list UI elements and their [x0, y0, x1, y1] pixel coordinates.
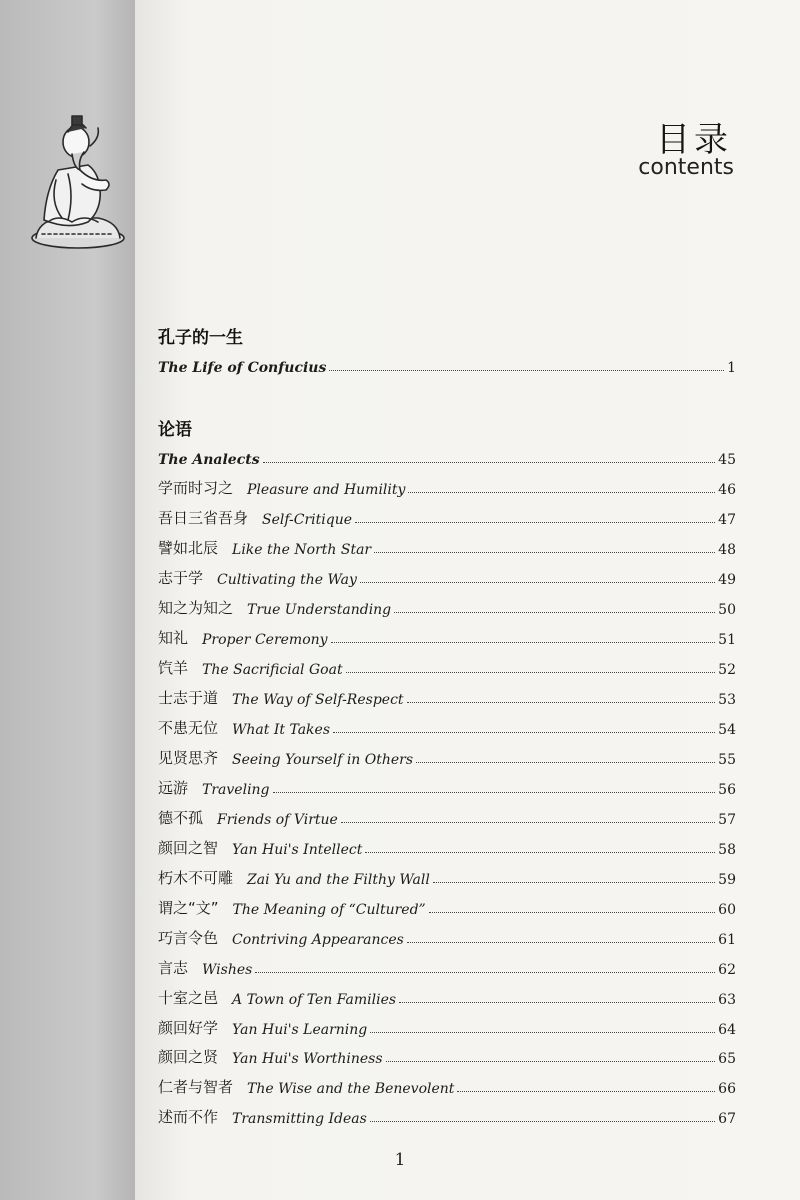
entry-title-en: True Understanding: [247, 602, 392, 618]
entry-title-cn: 见贤思齐: [158, 749, 219, 767]
entry-title-cn: 朽木不可雕: [158, 869, 234, 887]
entry-title-en: Transmitting Ideas: [232, 1111, 367, 1127]
entry-title-cn: 言志: [158, 959, 189, 977]
dot-leader: [374, 552, 715, 553]
entry-title-cn: 颜回之智: [158, 839, 219, 857]
entry-title-en: Yan Hui's Intellect: [232, 842, 363, 858]
entry-title-en: Pleasure and Humility: [247, 482, 406, 498]
dot-leader: [273, 792, 716, 793]
entry-title-en: Wishes: [202, 962, 253, 978]
entry-page: 56: [718, 782, 736, 798]
entry-title-cn: 饩羊: [158, 659, 189, 677]
toc-entry[interactable]: [158, 624, 736, 648]
dot-leader: [386, 1061, 716, 1062]
dot-leader: [429, 912, 715, 913]
entry-title-en: Yan Hui's Worthiness: [232, 1051, 383, 1067]
entry-title-cn: 志于学: [158, 569, 204, 587]
entry-page: 57: [718, 812, 736, 828]
entry-title-en: The Wise and the Benevolent: [247, 1081, 455, 1097]
entry-title-cn: 知礼: [158, 629, 189, 647]
dot-leader: [370, 1032, 715, 1033]
entry-title-en: A Town of Ten Families: [232, 992, 397, 1008]
entry-page: 47: [718, 512, 736, 528]
dot-leader: [370, 1121, 715, 1122]
entry-title-cn: 士志于道: [158, 689, 219, 707]
toc-entry[interactable]: [158, 1014, 736, 1038]
toc-entry[interactable]: [158, 684, 736, 708]
toc-entry[interactable]: [158, 594, 736, 618]
toc-entry-life[interactable]: [158, 352, 736, 376]
entry-title-en: The Meaning of “Cultured”: [232, 902, 426, 918]
entry-title: The Life of Confucius: [158, 360, 327, 376]
entry-title-en: Zai Yu and the Filthy Wall: [247, 872, 430, 888]
entry-page: 64: [718, 1022, 736, 1038]
toc-entry[interactable]: [158, 984, 736, 1008]
entry-title-cn: 巧言令色: [158, 929, 219, 947]
dot-leader: [416, 762, 715, 763]
entry-title-cn: 十室之邑: [158, 989, 219, 1007]
entry-title-cn: 德不孤: [158, 809, 204, 827]
dot-leader: [457, 1091, 715, 1092]
entry-page: 51: [718, 632, 736, 648]
dot-leader: [407, 702, 716, 703]
dot-leader: [433, 882, 715, 883]
dot-leader: [408, 492, 715, 493]
dot-leader: [360, 582, 715, 583]
entry-title-cn: 谓之“文”: [158, 899, 219, 917]
entry-page: 61: [718, 932, 736, 948]
left-gray-margin: [0, 0, 135, 1200]
entry-title-cn: 譬如北辰: [158, 539, 219, 557]
toc-entry[interactable]: [158, 654, 736, 678]
toc-entry[interactable]: [158, 564, 736, 588]
entry-title-cn: 不患无位: [158, 719, 219, 737]
dot-leader: [329, 370, 724, 371]
entry-page: 67: [718, 1111, 736, 1127]
dot-leader: [263, 462, 716, 463]
dot-leader: [355, 522, 715, 523]
entry-title-en: Yan Hui's Learning: [232, 1022, 368, 1038]
entry-title-en: Proper Ceremony: [202, 632, 328, 648]
entry-page: 59: [718, 872, 736, 888]
toc-entry-analects[interactable]: [158, 444, 736, 468]
entry-page: 60: [718, 902, 736, 918]
toc-entry[interactable]: [158, 504, 736, 528]
page-number: 1: [394, 1150, 406, 1170]
entry-title-cn: 颜回之贤: [158, 1048, 219, 1066]
dot-leader: [255, 972, 715, 973]
entry-page: 45: [718, 452, 736, 468]
dot-leader: [394, 612, 715, 613]
entry-title: The Analects: [158, 452, 260, 468]
entry-page: 53: [718, 692, 736, 708]
entry-page: 65: [718, 1051, 736, 1067]
dot-leader: [365, 852, 715, 853]
dot-leader: [333, 732, 715, 733]
toc-entry[interactable]: [158, 474, 736, 498]
section-title-life: 孔子的一生: [158, 328, 243, 348]
entry-title-cn: 仁者与智者: [158, 1078, 234, 1096]
section-title-analects: 论语: [158, 420, 192, 440]
entry-title-cn: 吾日三省吾身: [158, 509, 249, 527]
toc-entry[interactable]: [158, 744, 736, 768]
toc-entry[interactable]: [158, 774, 736, 798]
entry-page: 1: [727, 360, 736, 376]
entry-page: 46: [718, 482, 736, 498]
entry-title-en: Like the North Star: [232, 542, 372, 558]
entry-title-cn: 知之为知之: [158, 599, 234, 617]
entry-title-en: The Way of Self-Respect: [232, 692, 404, 708]
entry-page: 62: [718, 962, 736, 978]
entry-title-en: Cultivating the Way: [217, 572, 357, 588]
entry-page: 66: [718, 1081, 736, 1097]
toc-entry[interactable]: [158, 804, 736, 828]
entry-title-en: Seeing Yourself in Others: [232, 752, 414, 768]
entry-title-en: Friends of Virtue: [217, 812, 338, 828]
entry-page: 63: [718, 992, 736, 1008]
entry-title-en: Contriving Appearances: [232, 932, 404, 948]
entry-title-cn: 远游: [158, 779, 189, 797]
entry-page: 48: [718, 542, 736, 558]
entry-page: 52: [718, 662, 736, 678]
toc-entry[interactable]: [158, 714, 736, 738]
confucius-illustration: [28, 110, 128, 255]
entry-title-en: What It Takes: [232, 722, 331, 738]
dot-leader: [331, 642, 716, 643]
contents-title-cn: 目录: [656, 120, 732, 160]
entry-title-cn: 学而时习之: [158, 479, 234, 497]
entry-page: 50: [718, 602, 736, 618]
entry-title-en: Traveling: [202, 782, 270, 798]
toc-entry[interactable]: [158, 1103, 736, 1127]
entry-title-cn: 颜回好学: [158, 1019, 219, 1037]
toc-entry[interactable]: [158, 864, 736, 888]
toc-entry[interactable]: [158, 924, 736, 948]
entry-title-cn: 述而不作: [158, 1108, 219, 1126]
toc-entry[interactable]: [158, 1043, 736, 1067]
entry-title-en: The Sacrificial Goat: [202, 662, 343, 678]
toc-entry[interactable]: [158, 954, 736, 978]
dot-leader: [407, 942, 715, 943]
entry-page: 54: [718, 722, 736, 738]
entry-title-en: Self-Critique: [262, 512, 353, 528]
toc-entry[interactable]: [158, 834, 736, 858]
bleed-through-text: [495, 58, 765, 73]
dot-leader: [399, 1002, 715, 1003]
toc-entry[interactable]: [158, 534, 736, 558]
dot-leader: [346, 672, 716, 673]
entry-page: 49: [718, 572, 736, 588]
entry-page: 55: [718, 752, 736, 768]
toc-entry[interactable]: [158, 894, 736, 918]
contents-title-en: contents: [638, 155, 734, 180]
dot-leader: [341, 822, 715, 823]
toc-entry[interactable]: [158, 1073, 736, 1097]
entry-page: 58: [718, 842, 736, 858]
